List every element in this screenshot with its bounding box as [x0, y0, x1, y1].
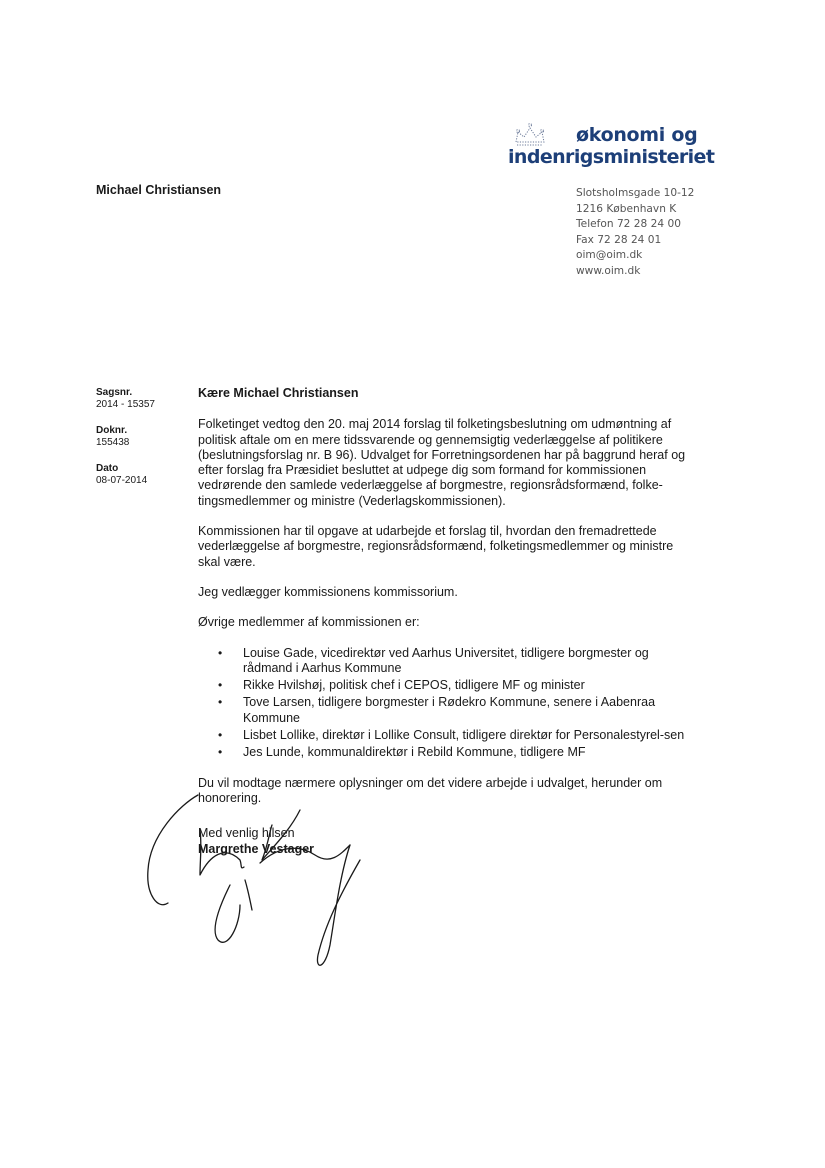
royal-crown-icon [512, 122, 548, 148]
address-fax: Fax 72 28 24 01 [576, 233, 662, 246]
paragraph-members-intro: Øvrige medlemmer af kommissionen er: [198, 615, 420, 630]
greeting: Med venlig hilsen [198, 826, 295, 841]
list-item [218, 728, 698, 743]
member-text: Jes Lunde, kommunaldirektør i Rebild Kommune, tidligere MF [243, 745, 586, 760]
member-text: Tove Larsen, tidligere borgmester i Rødekro Kommune, senere i Aabenraa Kommune [243, 695, 656, 725]
case-number-group [96, 387, 186, 411]
doc-number-label: Doknr. [96, 425, 128, 436]
closing-block [198, 826, 698, 857]
case-number-value: 2014 - 15357 [96, 399, 155, 410]
logo-text-line2: indenrigsministeriet [508, 146, 715, 168]
sender-address [576, 186, 694, 279]
list-item [218, 695, 698, 726]
address-phone: Telefon 72 28 24 00 [576, 218, 681, 230]
case-number-label: Sagsnr. [96, 387, 133, 398]
date-group [96, 463, 186, 487]
list-item [218, 745, 698, 760]
bullet-icon: • [218, 745, 223, 760]
list-item [218, 678, 698, 693]
logo-text-line1: økonomi og [576, 124, 698, 146]
paragraph-task: Kommissionen har til opgave at udarbejde et forslag til, hvordan den fremadrettede vederlæggelse af borgmestre, regionsrådsformænd, folketingsmedlemmer og ministre skal være. [198, 524, 674, 569]
bullet-icon: • [218, 645, 223, 660]
recipient-name: Michael Christiansen [96, 183, 222, 197]
address-city: 1216 København K [576, 202, 677, 215]
address-street: Slotsholmsgade 10-12 [576, 187, 695, 199]
list-item [218, 645, 698, 677]
paragraph-followup: Du vil modtage nærmere oplysninger om det videre arbejde i udvalget, herunder om honorering. [198, 775, 663, 805]
bullet-icon: • [218, 728, 223, 743]
date-label: Dato [96, 463, 119, 474]
doc-number-value: 155438 [96, 437, 130, 448]
member-text: Rikke Hvilshøj, politisk chef i CEPOS, tidligere MF og minister [243, 678, 585, 693]
address-email: oim@oim.dk [576, 249, 643, 261]
date-value: 08-07-2014 [96, 475, 148, 486]
signer-name: Margrethe Vestager [198, 841, 315, 856]
paragraph-attachment: Jeg vedlægger kommissionens kommissorium. [198, 584, 458, 599]
member-text: Louise Gade, vicedirektør ved Aarhus Universitet, tidligere borgmester og rådmand i Aarhus Kommune [243, 645, 649, 675]
bullet-icon: • [218, 678, 223, 693]
bullet-icon: • [218, 695, 223, 710]
document-meta [96, 387, 186, 501]
doc-number-group [96, 425, 186, 449]
salutation: Kære Michael Christiansen [198, 386, 359, 400]
members-list [198, 646, 698, 761]
member-text: Lisbet Lollike, direktør i Lollike Consult, tidligere direktør for Personalestyrel-sen [243, 728, 685, 743]
paragraph-intro: Folketinget vedtog den 20. maj 2014 forslag til folketingsbeslutning om udmøntning af politisk aftale om en mere tidssvarende og gennemsigtig vederlæggelse af politikere (beslutningsforslag nr. B 96). Udvalget for Forretningsordenen har på baggrund heraf og efter forslag fra Præsidiet besluttet at udpege dig som formand for kommissionen vedrørende den samlede vederlæggelse af borgmestre, regionsrådsformænd, folke-tingsmedlemmer og ministre (Vederlagskommissionen). [198, 417, 686, 508]
letter-body [198, 386, 698, 857]
ministry-logo [508, 122, 715, 172]
address-website: www.oim.dk [576, 264, 641, 277]
